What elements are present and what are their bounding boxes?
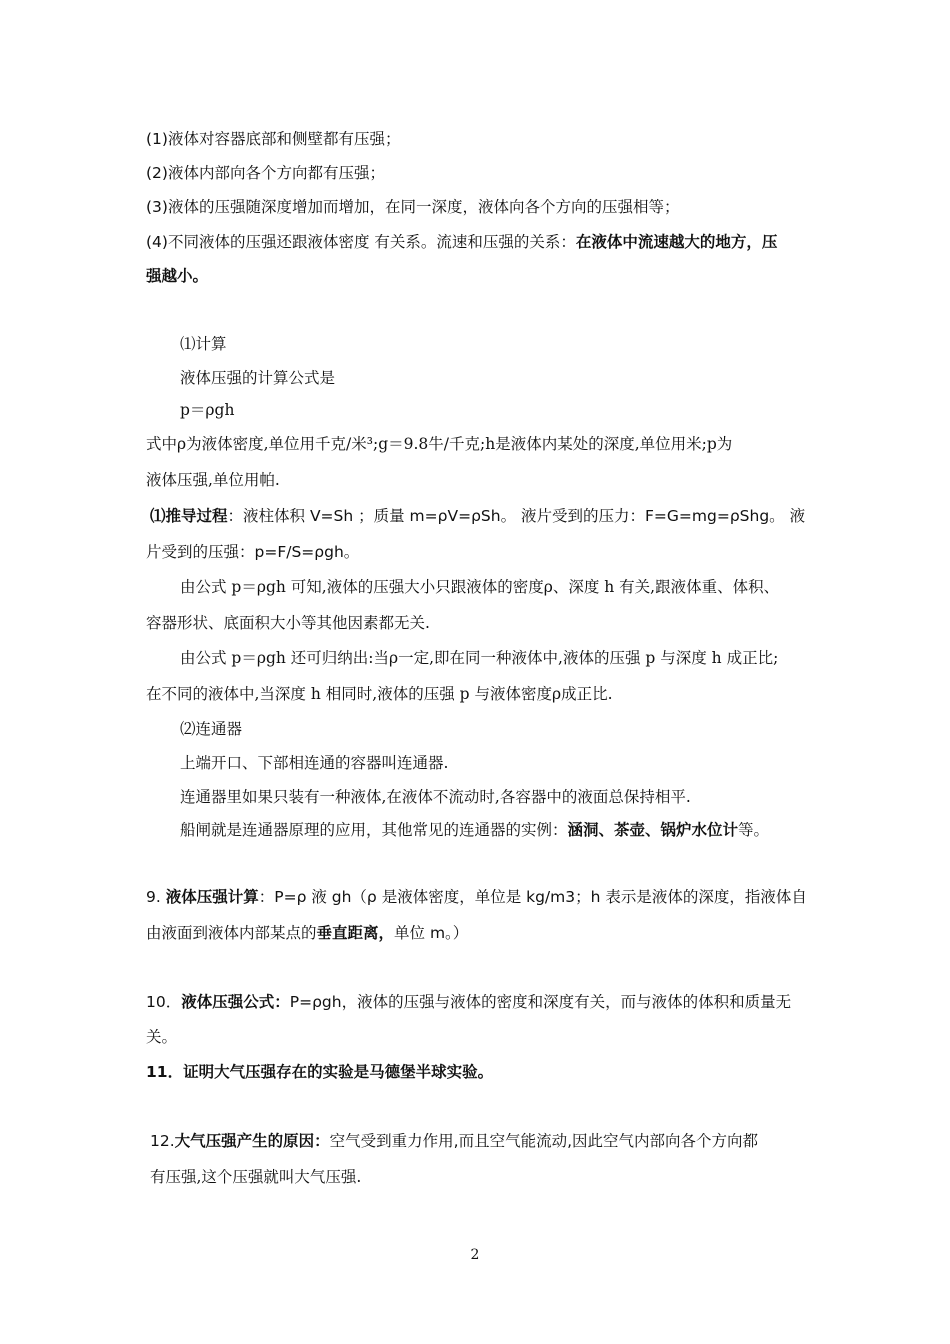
item10-line2: 关。 — [146, 1028, 178, 1046]
list-item-4-cont — [146, 265, 208, 287]
conclusion-2-line2: 在不同的液体中,当深度 h 相同时,液体的压强 p 与液体密度ρ成正比. — [146, 685, 613, 703]
item4-text: (4)不同液体的压强还跟液体密度 有关系。流速和压强的关系： — [146, 233, 576, 251]
item10-bold: 液体压强公式： — [181, 993, 290, 1011]
derive-label: ⑴推导过程 — [150, 507, 228, 525]
item9-line2-bold: 垂直距离， — [316, 924, 395, 942]
item9-line2-prefix: 由液面到液体内部某点的 — [146, 924, 317, 942]
item9-text: ：P=ρ 液 gh（ρ 是液体密度，单位是 kg/m3；h 表示是液体的深度，指液体自 — [258, 888, 807, 906]
item12-num: 12. — [150, 1132, 175, 1150]
calc-formula-label: 液体压强的计算公式是 — [180, 369, 336, 387]
item10-line1 — [146, 991, 791, 1013]
item12-bold: 大气压强产生的原因： — [174, 1132, 330, 1150]
list-item-4 — [146, 231, 777, 253]
connector-heading: ⑵连通器 — [180, 720, 243, 738]
conclusion-1-line2: 容器形状、底面积大小等其他因素都无关. — [146, 614, 430, 632]
item9-line2 — [146, 922, 468, 944]
conclusion-2-line1: 由公式 p＝ρgh 还可归纳出:当ρ一定,即在同一种液体中,液体的压强 p 与深度 h 成正比; — [180, 649, 779, 667]
calc-desc-line1: 式中ρ为液体密度,单位用千克/米³;g＝9.8牛/千克;h是液体内某处的深度,单位用米;p为 — [146, 435, 733, 453]
conclusion-1-line1: 由公式 p＝ρgh 可知,液体的压强大小只跟液体的密度ρ、深度 h 有关,跟液体重、体积、 — [180, 578, 780, 596]
item4-bold: 在液体中流速越大的地方，压 — [575, 233, 778, 251]
connector-prop: 连通器里如果只装有一种液体,在液体不流动时,各容器中的液面总保持相平. — [180, 788, 691, 806]
connector-app — [180, 819, 769, 841]
calc-formula: p＝ρgh — [180, 401, 235, 419]
list-item-1: (1)液体对容器底部和侧壁都有压强； — [146, 130, 401, 148]
item12-line1 — [150, 1130, 758, 1152]
item10-num: 10． — [146, 993, 182, 1011]
item12-text: 空气受到重力作用,而且空气能流动,因此空气内部向各个方向都 — [329, 1132, 759, 1150]
item11-text: 11．证明大气压强存在的实验是马德堡半球实验。 — [146, 1063, 494, 1081]
connector-app-suffix: 等。 — [738, 821, 770, 839]
calc-heading: ⑴计算 — [180, 335, 227, 353]
item9-num: 9. — [146, 888, 166, 906]
page-number: 2 — [470, 1247, 480, 1263]
list-item-2: (2)液体内部向各个方向都有压强； — [146, 164, 385, 182]
item12-line2: 有压强,这个压强就叫大气压强. — [150, 1168, 362, 1186]
item10-text: P=ρgh，液体的压强与液体的密度和深度有关，而与液体的体积和质量无 — [289, 993, 792, 1011]
item9-line1 — [146, 886, 807, 908]
item9-line2-suffix: 单位 m。） — [394, 924, 469, 942]
derive-line1 — [150, 505, 805, 527]
derive-text: ：液柱体积 V=Sh ；质量 m=ρV=ρSh。 液片受到的压力：F=G=mg=ρShg。 液 — [227, 507, 806, 525]
list-item-3: (3)液体的压强随深度增加而增加，在同一深度，液体向各个方向的压强相等； — [146, 198, 680, 216]
connector-def: 上端开口、下部相连通的容器叫连通器. — [180, 754, 449, 772]
item4-cont-bold: 强越小。 — [146, 267, 209, 285]
item9-bold: 液体压强计算 — [165, 888, 259, 906]
item11 — [146, 1061, 493, 1083]
calc-desc-line2: 液体压强,单位用帕. — [146, 471, 280, 489]
connector-app-bold: 涵洞、茶壶、锅炉水位计 — [567, 821, 739, 839]
derive-line2: 片受到的压强：p=F/S=ρgh。 — [146, 543, 360, 561]
connector-app-prefix: 船闸就是连通器原理的应用，其他常见的连通器的实例： — [180, 821, 568, 839]
